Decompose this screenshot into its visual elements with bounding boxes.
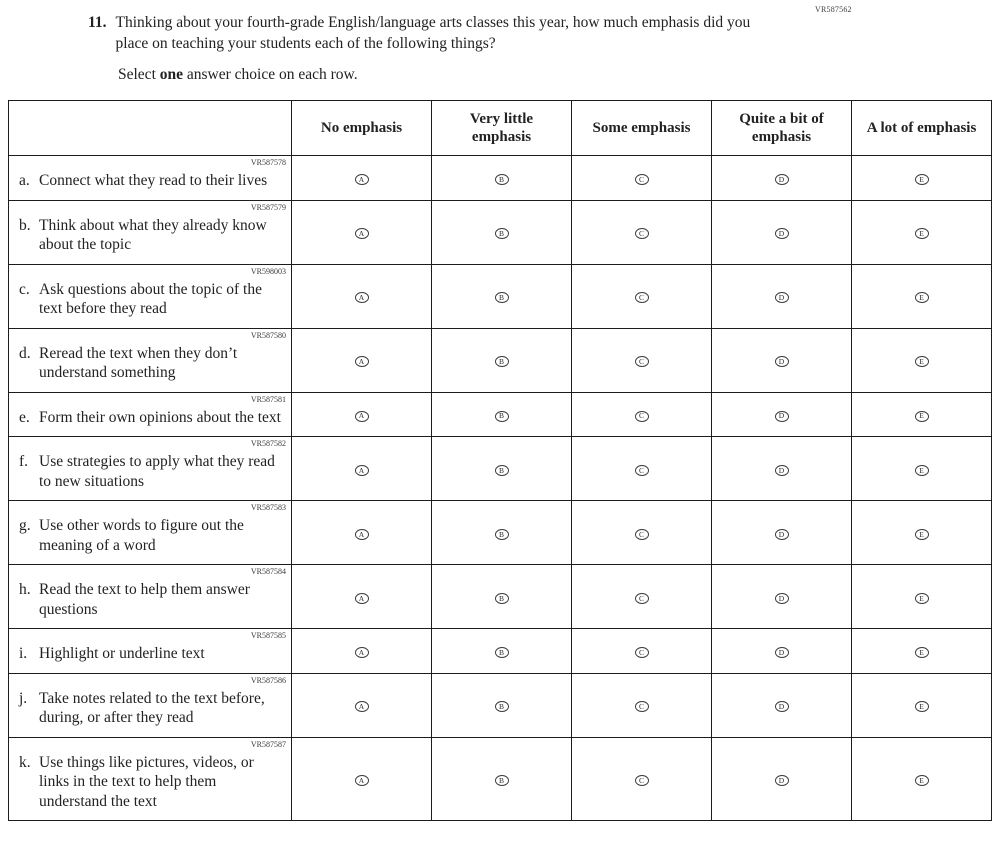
option-cell — [292, 629, 432, 674]
row-code: VR587584 — [250, 567, 286, 576]
option-cell — [712, 264, 852, 328]
option-cell — [432, 629, 572, 674]
answer-bubble-a[interactable] — [355, 228, 369, 239]
option-cell — [432, 437, 572, 501]
option-cell — [292, 328, 432, 392]
row-label — [15, 516, 287, 555]
row-label — [15, 280, 287, 319]
answer-bubble-b[interactable] — [495, 593, 509, 604]
answer-bubble-d[interactable] — [775, 647, 789, 658]
bubble-letter: A — [358, 647, 365, 657]
bubble-letter: D — [778, 529, 785, 539]
answer-bubble-e[interactable] — [915, 775, 929, 786]
row-text: Use things like pictures, videos, or links in the text to help them understand the text — [39, 753, 254, 810]
bubble-letter: C — [638, 647, 644, 657]
bubble-letter: D — [778, 357, 785, 366]
row-label — [15, 216, 287, 255]
answer-bubble-c[interactable] — [635, 356, 649, 367]
answer-bubble-e[interactable] — [915, 174, 929, 185]
option-cell — [852, 501, 992, 565]
emphasis-matrix-table — [8, 100, 992, 821]
bubble-letter: C — [638, 357, 644, 366]
bubble-letter: C — [638, 702, 644, 711]
row-letter: d. — [19, 344, 31, 362]
answer-bubble-c[interactable] — [635, 411, 649, 422]
row-code: VR587586 — [250, 675, 286, 685]
answer-bubble-a[interactable] — [355, 465, 369, 476]
answer-bubble-c[interactable] — [635, 701, 649, 712]
option-cell — [712, 437, 852, 501]
row-label — [15, 408, 287, 428]
option-cell — [572, 673, 712, 737]
option-cell — [852, 200, 992, 264]
answer-bubble-d[interactable] — [775, 775, 789, 786]
bubble-letter: B — [498, 775, 504, 785]
answer-bubble-b[interactable] — [495, 356, 509, 367]
option-cell — [852, 264, 992, 328]
answer-bubble-d[interactable] — [775, 174, 789, 185]
row-label-cell — [9, 200, 292, 264]
row-code: VR587578 — [250, 158, 286, 167]
answer-bubble-d[interactable] — [775, 593, 789, 604]
bubble-letter: B — [498, 465, 504, 475]
option-cell — [292, 264, 432, 328]
row-label-cell — [9, 392, 292, 437]
answer-bubble-a[interactable] — [355, 529, 369, 540]
bubble-letter: D — [778, 647, 785, 657]
option-cell — [292, 737, 432, 821]
answer-bubble-d[interactable] — [775, 701, 789, 712]
row-label — [15, 171, 287, 191]
option-cell — [852, 737, 992, 821]
instruction-prefix: Select — [118, 66, 160, 83]
bubble-letter: D — [778, 465, 785, 475]
bubble-letter: C — [638, 293, 644, 302]
bubble-letter: E — [919, 593, 924, 603]
row-letter: g. — [19, 517, 31, 534]
option-cell — [852, 673, 992, 737]
answer-bubble-e[interactable] — [915, 701, 929, 712]
row-letter: f. — [19, 453, 29, 470]
row-label-cell — [9, 565, 292, 629]
row-label — [15, 580, 287, 619]
bubble-letter: E — [919, 174, 924, 184]
row-letter: b. — [19, 216, 31, 234]
table-row — [9, 673, 992, 737]
answer-bubble-c[interactable] — [635, 465, 649, 476]
row-label-cell — [9, 629, 292, 674]
answer-bubble-d[interactable] — [775, 356, 789, 367]
table-row — [9, 737, 992, 821]
bubble-letter: A — [358, 411, 365, 421]
answer-bubble-a[interactable] — [355, 292, 369, 303]
bubble-letter: D — [778, 702, 785, 711]
bubble-letter: A — [358, 174, 365, 184]
column-header: No emphasis — [292, 101, 432, 156]
answer-bubble-a[interactable] — [355, 647, 369, 658]
question-instruction — [118, 64, 358, 85]
question-block — [88, 12, 768, 54]
table-row — [9, 328, 992, 392]
option-cell — [432, 392, 572, 437]
answer-bubble-b[interactable] — [495, 465, 509, 476]
bubble-letter: B — [498, 357, 504, 366]
option-cell — [292, 156, 432, 201]
option-cell — [572, 629, 712, 674]
answer-bubble-d[interactable] — [775, 465, 789, 476]
row-label-cell — [9, 264, 292, 328]
answer-bubble-b[interactable] — [495, 701, 509, 712]
answer-bubble-e[interactable] — [915, 411, 929, 422]
table-row — [9, 156, 992, 201]
bubble-letter: C — [638, 529, 644, 539]
option-cell — [292, 200, 432, 264]
question-text: Thinking about your fourth-grade English/language arts classes this year, how much emphasis did you place on teaching your students each of the following things? — [115, 14, 751, 52]
table-row — [9, 629, 992, 674]
header-row — [9, 101, 992, 156]
bubble-letter: E — [919, 529, 924, 539]
bubble-letter: D — [778, 411, 785, 421]
column-header: Some emphasis — [572, 101, 712, 156]
bubble-letter: E — [919, 647, 924, 657]
bubble-letter: C — [638, 465, 644, 475]
row-text: Use strategies to apply what they read to new situations — [39, 453, 275, 490]
option-cell — [432, 200, 572, 264]
instruction-suffix: answer choice on each row. — [183, 66, 358, 83]
option-cell — [712, 200, 852, 264]
bubble-letter: A — [358, 593, 365, 603]
row-letter: e. — [19, 408, 30, 426]
option-cell — [292, 673, 432, 737]
option-cell — [572, 264, 712, 328]
option-cell — [572, 328, 712, 392]
answer-bubble-b[interactable] — [495, 292, 509, 303]
option-cell — [852, 156, 992, 201]
answer-bubble-d[interactable] — [775, 228, 789, 239]
row-code: VR587587 — [250, 739, 286, 749]
row-label-cell — [9, 501, 292, 565]
row-letter: j. — [19, 689, 28, 707]
column-header: Quite a bit of emphasis — [712, 101, 852, 156]
bubble-letter: B — [498, 293, 504, 302]
option-cell — [712, 328, 852, 392]
row-code: VR598003 — [250, 266, 286, 276]
row-letter: i. — [19, 645, 28, 662]
answer-bubble-e[interactable] — [915, 465, 929, 476]
bubble-letter: E — [919, 465, 924, 475]
option-cell — [572, 156, 712, 201]
option-cell — [432, 156, 572, 201]
option-cell — [712, 392, 852, 437]
row-text: Think about what they already know about the topic — [39, 216, 267, 253]
bubble-letter: B — [498, 529, 504, 539]
column-header: A lot of emphasis — [852, 101, 992, 156]
table-row — [9, 565, 992, 629]
option-cell — [572, 200, 712, 264]
option-cell — [432, 673, 572, 737]
column-header: Very little emphasis — [432, 101, 572, 156]
row-label — [15, 644, 287, 664]
bubble-letter: A — [358, 702, 365, 711]
bubble-letter: B — [498, 593, 504, 603]
answer-bubble-b[interactable] — [495, 228, 509, 239]
row-text: Read the text to help them answer questions — [39, 581, 250, 618]
row-label-cell — [9, 156, 292, 201]
bubble-letter: E — [919, 775, 924, 785]
bubble-letter: E — [919, 411, 924, 421]
option-cell — [852, 437, 992, 501]
answer-bubble-b[interactable] — [495, 647, 509, 658]
bubble-letter: D — [778, 775, 785, 785]
table-row — [9, 437, 992, 501]
bubble-letter: E — [919, 229, 924, 238]
row-text: Connect what they read to their lives — [39, 172, 268, 189]
row-text: Reread the text when they don’t understand something — [39, 344, 238, 381]
option-cell — [712, 156, 852, 201]
row-code: VR587583 — [250, 503, 286, 512]
answer-bubble-a[interactable] — [355, 356, 369, 367]
answer-bubble-d[interactable] — [775, 529, 789, 540]
option-cell — [432, 328, 572, 392]
row-text: Highlight or underline text — [39, 645, 205, 662]
bubble-letter: C — [638, 229, 644, 238]
option-cell — [712, 501, 852, 565]
bubble-letter: C — [638, 411, 644, 421]
option-cell — [852, 629, 992, 674]
bubble-letter: C — [638, 174, 644, 184]
answer-bubble-a[interactable] — [355, 411, 369, 422]
answer-bubble-e[interactable] — [915, 292, 929, 303]
option-cell — [712, 673, 852, 737]
page-code: VR587562 — [815, 5, 852, 14]
bubble-letter: A — [358, 775, 365, 785]
answer-bubble-b[interactable] — [495, 411, 509, 422]
bubble-letter: A — [358, 529, 365, 539]
option-cell — [572, 737, 712, 821]
answer-bubble-a[interactable] — [355, 701, 369, 712]
bubble-letter: B — [498, 411, 504, 421]
option-cell — [572, 501, 712, 565]
row-letter: c. — [19, 280, 30, 298]
table-row — [9, 200, 992, 264]
answer-bubble-b[interactable] — [495, 529, 509, 540]
row-text: Ask questions about the topic of the text before they read — [39, 280, 262, 317]
answer-bubble-e[interactable] — [915, 647, 929, 658]
option-cell — [712, 629, 852, 674]
instruction-bold: one — [159, 66, 183, 83]
option-cell — [572, 565, 712, 629]
answer-bubble-c[interactable] — [635, 228, 649, 239]
row-label-cell — [9, 737, 292, 821]
bubble-letter: E — [919, 293, 924, 302]
bubble-letter: C — [638, 775, 644, 785]
answer-bubble-a[interactable] — [355, 174, 369, 185]
option-cell — [712, 737, 852, 821]
bubble-letter: A — [358, 229, 365, 238]
row-label — [15, 344, 287, 383]
bubble-letter: E — [919, 357, 924, 366]
bubble-letter: D — [778, 293, 785, 302]
answer-bubble-c[interactable] — [635, 647, 649, 658]
answer-bubble-c[interactable] — [635, 593, 649, 604]
row-label-cell — [9, 328, 292, 392]
bubble-letter: C — [638, 593, 644, 603]
row-text: Take notes related to the text before, during, or after they read — [39, 689, 265, 726]
answer-bubble-e[interactable] — [915, 593, 929, 604]
bubble-letter: D — [778, 229, 785, 238]
row-label-cell — [9, 437, 292, 501]
answer-bubble-c[interactable] — [635, 529, 649, 540]
answer-bubble-e[interactable] — [915, 228, 929, 239]
option-cell — [432, 501, 572, 565]
row-code: VR587580 — [250, 330, 286, 340]
bubble-letter: B — [498, 174, 504, 184]
option-cell — [852, 565, 992, 629]
answer-bubble-c[interactable] — [635, 292, 649, 303]
answer-bubble-d[interactable] — [775, 411, 789, 422]
bubble-letter: B — [498, 229, 504, 238]
option-cell — [292, 392, 432, 437]
option-cell — [432, 737, 572, 821]
question-number: 11. — [88, 14, 107, 31]
bubble-letter: D — [778, 593, 785, 603]
option-cell — [852, 392, 992, 437]
option-cell — [572, 437, 712, 501]
row-letter: k. — [19, 753, 31, 771]
answer-bubble-c[interactable] — [635, 775, 649, 786]
row-code: VR587581 — [250, 394, 286, 404]
answer-bubble-a[interactable] — [355, 593, 369, 604]
option-cell — [432, 565, 572, 629]
row-text: Use other words to figure out the meaning of a word — [39, 517, 244, 554]
bubble-letter: A — [358, 357, 365, 366]
answer-bubble-c[interactable] — [635, 174, 649, 185]
row-code: VR587582 — [250, 439, 286, 448]
row-code: VR587585 — [250, 631, 286, 640]
row-letter: h. — [19, 581, 31, 598]
option-cell — [852, 328, 992, 392]
table-row — [9, 264, 992, 328]
row-label — [15, 452, 287, 491]
bubble-letter: A — [358, 293, 365, 302]
option-cell — [712, 565, 852, 629]
row-label — [15, 753, 287, 812]
option-cell — [432, 264, 572, 328]
answer-bubble-e[interactable] — [915, 529, 929, 540]
row-text: Form their own opinions about the text — [39, 408, 281, 426]
row-label-cell — [9, 673, 292, 737]
row-letter: a. — [19, 172, 30, 189]
bubble-letter: A — [358, 465, 365, 475]
answer-bubble-b[interactable] — [495, 775, 509, 786]
bubble-letter: B — [498, 702, 504, 711]
answer-bubble-e[interactable] — [915, 356, 929, 367]
answer-bubble-b[interactable] — [495, 174, 509, 185]
table-row — [9, 392, 992, 437]
row-code: VR587579 — [250, 202, 286, 212]
bubble-letter: B — [498, 647, 504, 657]
empty-header-cell — [9, 101, 292, 156]
bubble-letter: D — [778, 174, 785, 184]
answer-bubble-a[interactable] — [355, 775, 369, 786]
option-cell — [292, 437, 432, 501]
option-cell — [292, 501, 432, 565]
option-cell — [572, 392, 712, 437]
bubble-letter: E — [919, 702, 924, 711]
row-label — [15, 689, 287, 728]
option-cell — [292, 565, 432, 629]
table-row — [9, 501, 992, 565]
answer-bubble-d[interactable] — [775, 292, 789, 303]
